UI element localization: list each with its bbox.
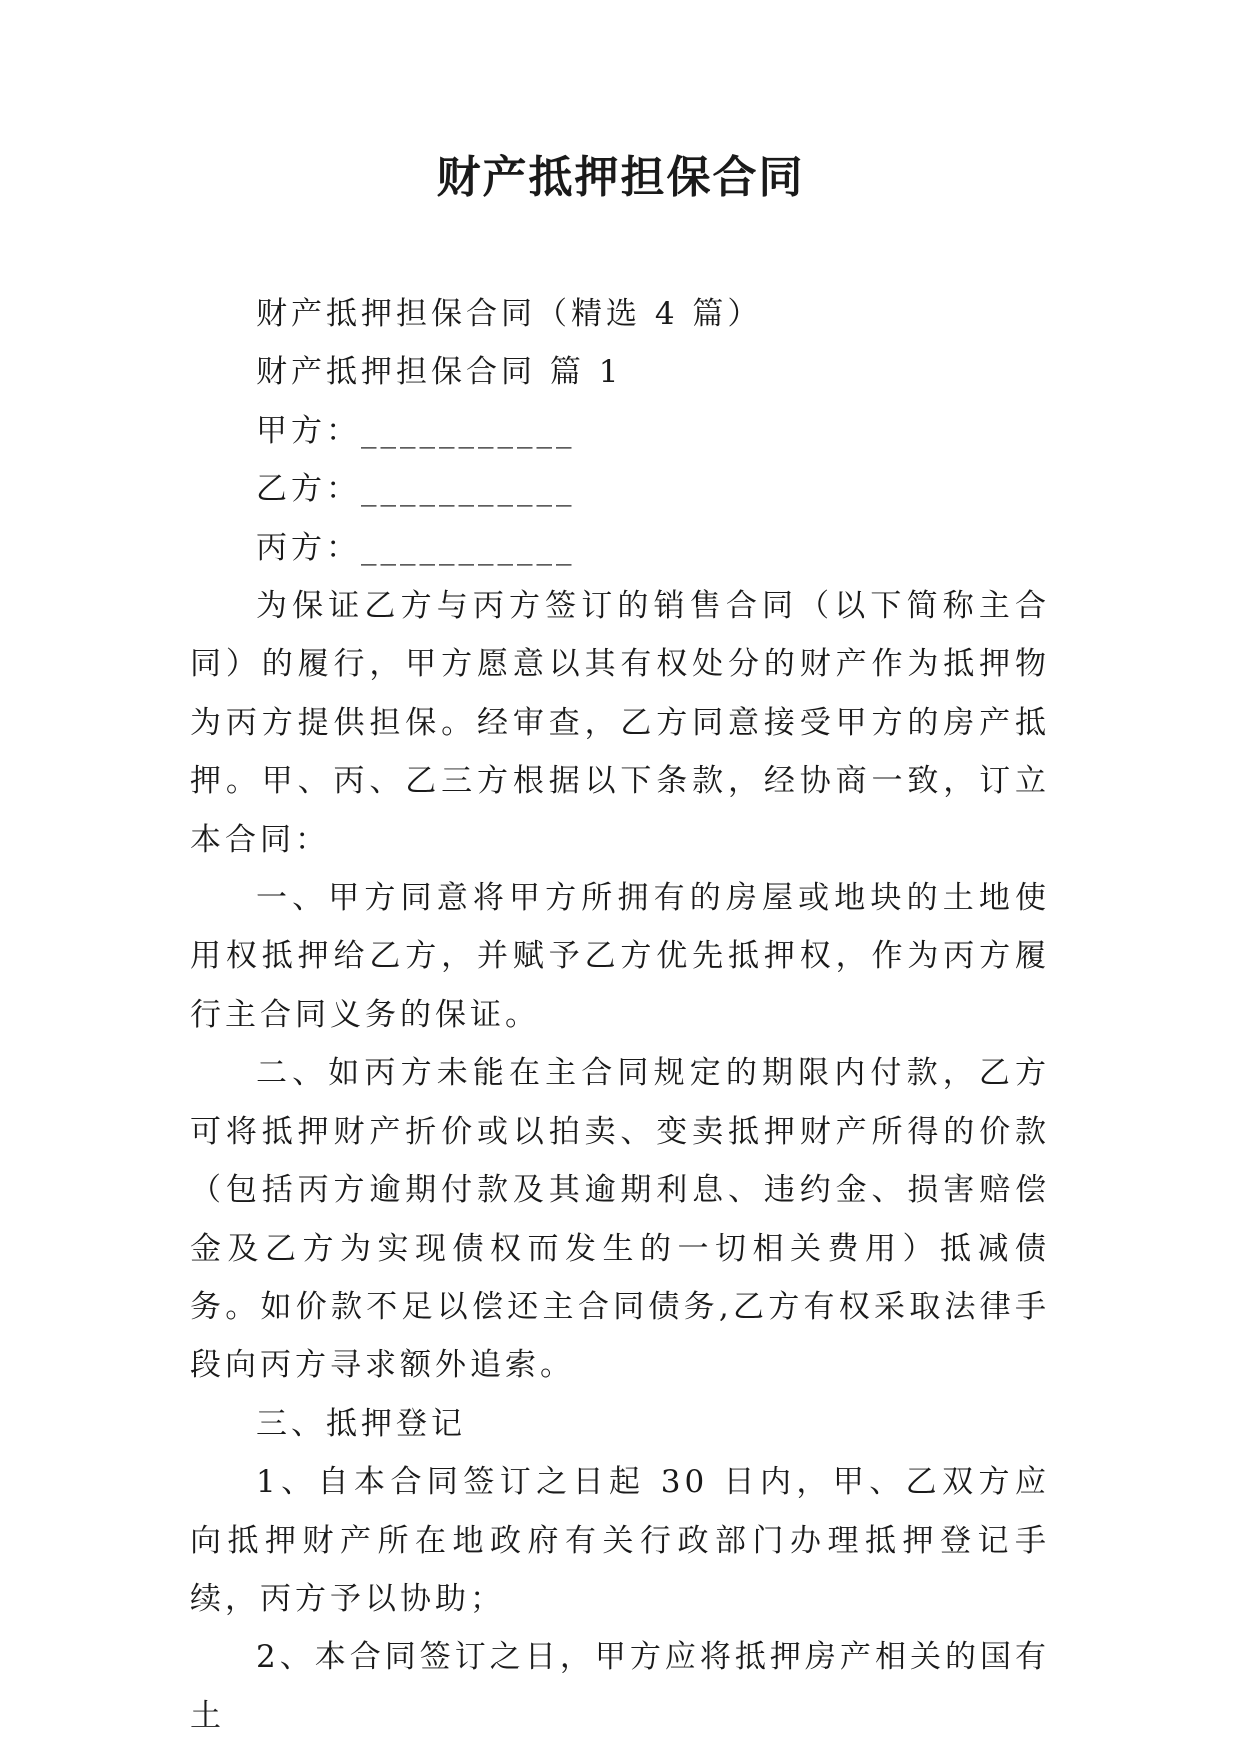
document-body <box>190 285 1050 1745</box>
clause-2-paragraph: 二、如丙方未能在主合同规定的期限内付款，乙方可将抵押财产折价或以拍卖、变卖抵押财产所得的价款（包括丙方逾期付款及其逾期利息、违约金、损害赔偿金及乙方为实现债权而发生的一切相关费用）抵减债务。如价款不足以偿还主合同债务,乙方有权采取法律手段向丙方寻求额外追索。 <box>190 1055 1050 1384</box>
clause-3-1-paragraph: 1、自本合同签订之日起 30 日内，甲、乙双方应向抵押财产所在地政府有关行政部门办理抵押登记手续，丙方予以协助； <box>190 1464 1050 1617</box>
clause-3-title: 三、抵押登记 <box>256 1405 466 1442</box>
intro-paragraph: 为保证乙方与丙方签订的销售合同（以下简称主合同）的履行，甲方愿意以其有权处分的财产作为抵押物为丙方提供担保。经审查，乙方同意接受甲方的房产抵押。甲、丙、乙三方根据以下条款，经协商一致，订立本合同： <box>190 588 1050 858</box>
clause-1-paragraph: 一、甲方同意将甲方所拥有的房屋或地块的土地使用权抵押给乙方，并赋予乙方优先抵押权，作为丙方履行主合同义务的保证。 <box>190 880 1050 1033</box>
heading-part: 财产抵押担保合同 篇 1 <box>256 354 623 391</box>
party-c-line: 丙方：___________ <box>256 529 576 566</box>
heading-selected: 财产抵押担保合同（精选 4 篇） <box>256 296 763 332</box>
party-b-line: 乙方：___________ <box>256 471 576 508</box>
party-a-line: 甲方：___________ <box>256 412 576 449</box>
document-title: 财产抵押担保合同 <box>436 152 805 203</box>
clause-3-2-paragraph: 2、本合同签订之日，甲方应将抵押房产相关的国有土 <box>190 1639 1050 1734</box>
